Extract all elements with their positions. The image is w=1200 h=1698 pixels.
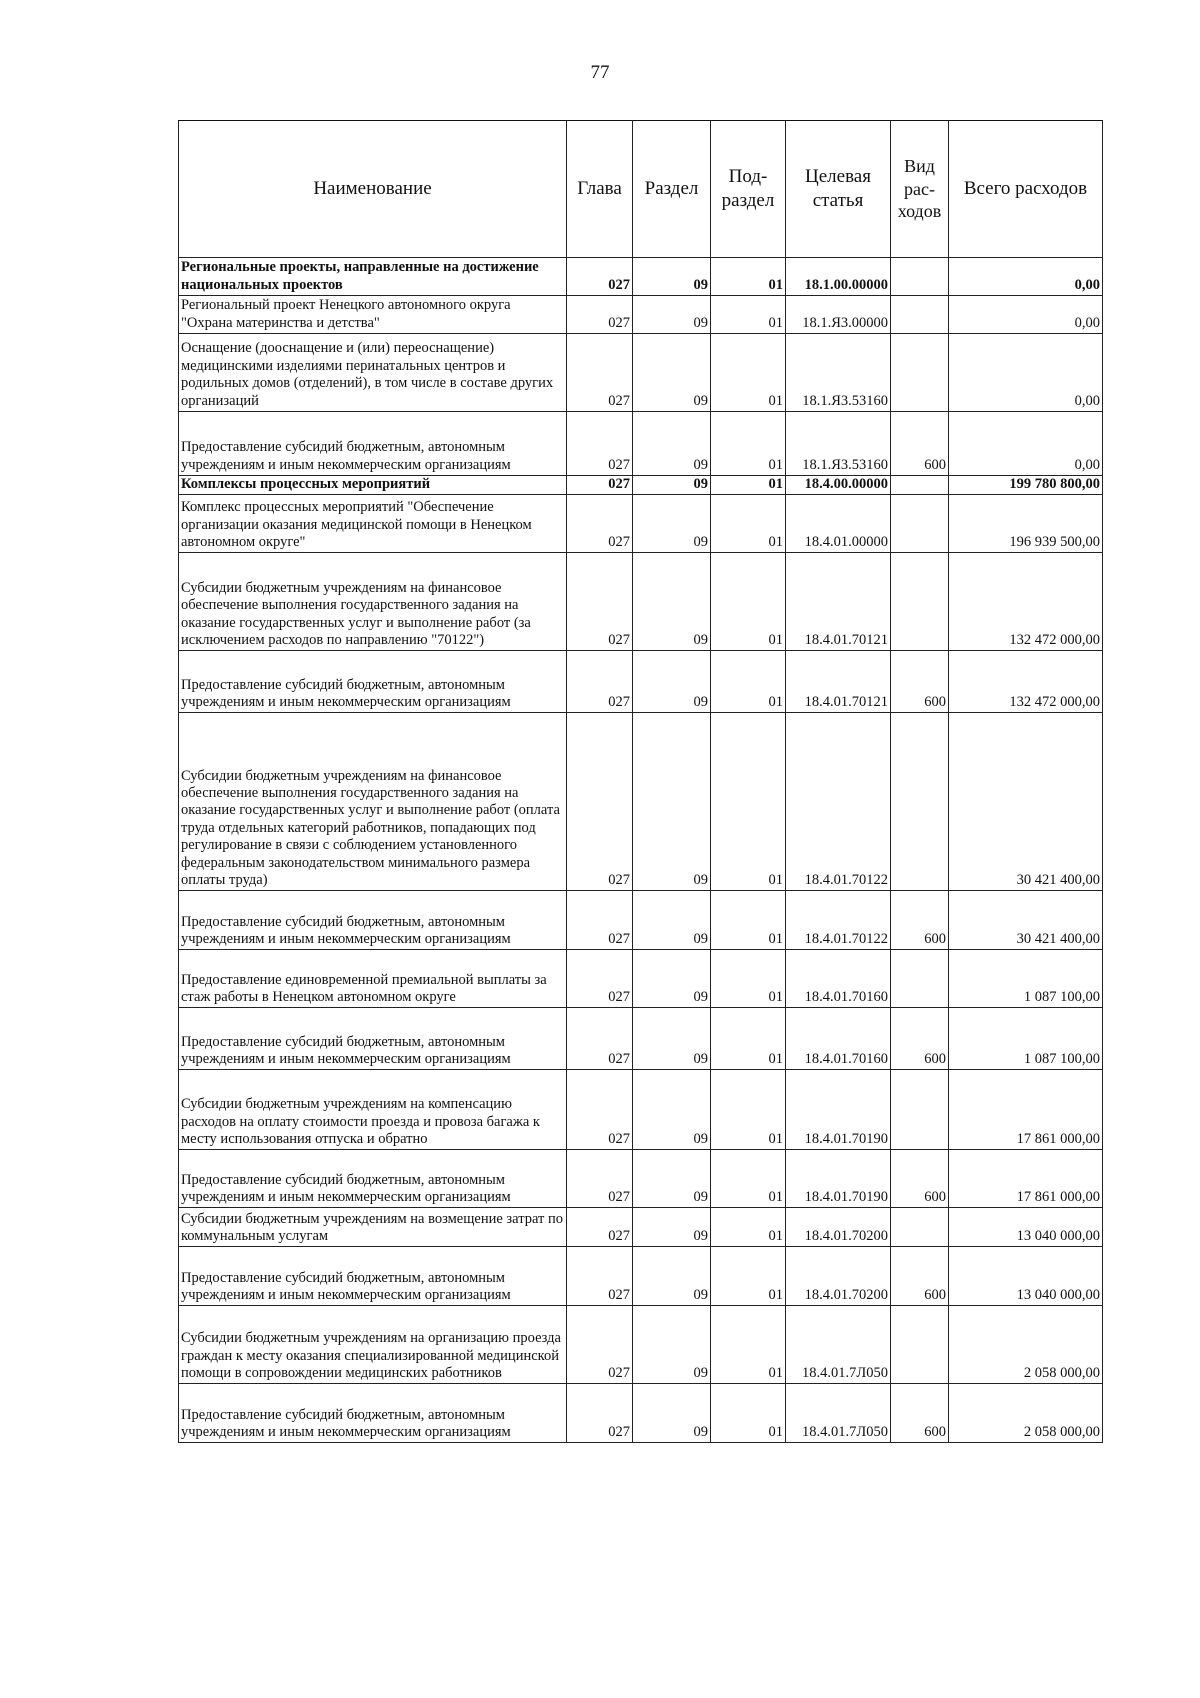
cell-glava: 027 xyxy=(567,495,633,553)
cell-expense-type xyxy=(891,1070,949,1150)
cell-total: 132 472 000,00 xyxy=(949,553,1103,651)
cell-name: Предоставление субсидий бюджетным, автономным учреждениям и иным некоммерческим организациям xyxy=(179,891,567,950)
cell-razdel: 09 xyxy=(633,1384,711,1443)
cell-podrazdel: 01 xyxy=(711,334,786,412)
cell-podrazdel: 01 xyxy=(711,950,786,1008)
cell-target-article: 18.1.Я3.53160 xyxy=(786,334,891,412)
cell-name: Предоставление субсидий бюджетным, автономным учреждениям и иным некоммерческим организациям xyxy=(179,1247,567,1306)
cell-glava: 027 xyxy=(567,412,633,476)
cell-glava: 027 xyxy=(567,1384,633,1443)
cell-target-article: 18.4.01.70200 xyxy=(786,1208,891,1247)
cell-name: Предоставление субсидий бюджетным, автономным учреждениям и иным некоммерческим организациям xyxy=(179,412,567,476)
cell-podrazdel: 01 xyxy=(711,1150,786,1208)
table-row xyxy=(179,1306,1103,1384)
cell-razdel: 09 xyxy=(633,412,711,476)
cell-total: 0,00 xyxy=(949,334,1103,412)
cell-razdel: 09 xyxy=(633,258,711,296)
table-row xyxy=(179,1208,1103,1247)
cell-expense-type: 600 xyxy=(891,651,949,713)
cell-name: Оснащение (дооснащение и (или) переоснащение) медицинскими изделиями перинатальных центров и родильных домов (отделений), в том числе в составе других организаций xyxy=(179,334,567,412)
cell-razdel: 09 xyxy=(633,1008,711,1070)
cell-name: Комплекс процессных мероприятий "Обеспечение организации оказания медицинской помощи в Ненецком автономном округе" xyxy=(179,495,567,553)
cell-total: 199 780 800,00 xyxy=(949,476,1103,495)
cell-target-article: 18.4.01.70200 xyxy=(786,1247,891,1306)
cell-total: 0,00 xyxy=(949,296,1103,334)
table-row xyxy=(179,1008,1103,1070)
cell-glava: 027 xyxy=(567,1208,633,1247)
cell-glava: 027 xyxy=(567,334,633,412)
cell-total: 1 087 100,00 xyxy=(949,950,1103,1008)
table-row xyxy=(179,495,1103,553)
table-body xyxy=(179,258,1103,1443)
cell-target-article: 18.4.01.7Л050 xyxy=(786,1306,891,1384)
cell-target-article: 18.4.01.70121 xyxy=(786,553,891,651)
cell-name: Предоставление субсидий бюджетным, автономным учреждениям и иным некоммерческим организациям xyxy=(179,1008,567,1070)
cell-expense-type xyxy=(891,334,949,412)
cell-razdel: 09 xyxy=(633,1306,711,1384)
cell-podrazdel: 01 xyxy=(711,891,786,950)
cell-expense-type xyxy=(891,495,949,553)
page-number: 77 xyxy=(590,62,610,83)
cell-total: 17 861 000,00 xyxy=(949,1070,1103,1150)
cell-podrazdel: 01 xyxy=(711,1247,786,1306)
cell-podrazdel: 01 xyxy=(711,1208,786,1247)
cell-glava: 027 xyxy=(567,553,633,651)
table-row xyxy=(179,1150,1103,1208)
cell-target-article: 18.4.01.70160 xyxy=(786,1008,891,1070)
cell-glava: 027 xyxy=(567,1070,633,1150)
cell-razdel: 09 xyxy=(633,713,711,891)
cell-target-article: 18.4.01.70122 xyxy=(786,713,891,891)
cell-expense-type xyxy=(891,1306,949,1384)
cell-podrazdel: 01 xyxy=(711,651,786,713)
cell-razdel: 09 xyxy=(633,950,711,1008)
cell-name: Субсидии бюджетным учреждениям на возмещение затрат по коммунальным услугам xyxy=(179,1208,567,1247)
table-header xyxy=(179,121,1103,258)
cell-target-article: 18.4.01.70190 xyxy=(786,1070,891,1150)
table-row xyxy=(179,1247,1103,1306)
cell-expense-type xyxy=(891,476,949,495)
table-row xyxy=(179,651,1103,713)
cell-name: Предоставление субсидий бюджетным, автономным учреждениям и иным некоммерческим организациям xyxy=(179,651,567,713)
cell-glava: 027 xyxy=(567,258,633,296)
cell-glava: 027 xyxy=(567,713,633,891)
cell-glava: 027 xyxy=(567,950,633,1008)
budget-table xyxy=(178,120,1103,1443)
cell-expense-type xyxy=(891,1208,949,1247)
cell-name: Субсидии бюджетным учреждениям на организацию проезда граждан к месту оказания специализированной медицинской помощи в сопровождении медицинских работников xyxy=(179,1306,567,1384)
cell-razdel: 09 xyxy=(633,1070,711,1150)
cell-razdel: 09 xyxy=(633,891,711,950)
cell-target-article: 18.1.Я3.00000 xyxy=(786,296,891,334)
cell-name: Субсидии бюджетным учреждениям на финансовое обеспечение выполнения государственного задания на оказание государственных услуг и выполнение работ (за исключением расходов по направлению "70122") xyxy=(179,553,567,651)
cell-razdel: 09 xyxy=(633,651,711,713)
cell-total: 13 040 000,00 xyxy=(949,1247,1103,1306)
cell-total: 2 058 000,00 xyxy=(949,1384,1103,1443)
cell-razdel: 09 xyxy=(633,334,711,412)
cell-total: 13 040 000,00 xyxy=(949,1208,1103,1247)
table-row xyxy=(179,258,1103,296)
cell-razdel: 09 xyxy=(633,1150,711,1208)
cell-glava: 027 xyxy=(567,1008,633,1070)
cell-name: Субсидии бюджетным учреждениям на финансовое обеспечение выполнения государственного задания на оказание государственных услуг и выполнение работ (оплата труда отдельных категорий работников, попадающих под регулирование в связи с соблюдением установленного федеральным законодательством минимального размера оплаты труда) xyxy=(179,713,567,891)
cell-glava: 027 xyxy=(567,1306,633,1384)
header-glava: Глава xyxy=(567,121,633,258)
cell-target-article: 18.4.01.7Л050 xyxy=(786,1384,891,1443)
cell-target-article: 18.4.01.70121 xyxy=(786,651,891,713)
cell-expense-type xyxy=(891,553,949,651)
cell-podrazdel: 01 xyxy=(711,412,786,476)
table-row xyxy=(179,1384,1103,1443)
cell-podrazdel: 01 xyxy=(711,713,786,891)
cell-glava: 027 xyxy=(567,1150,633,1208)
header-target-article: Целевая статья xyxy=(786,121,891,258)
cell-expense-type: 600 xyxy=(891,412,949,476)
cell-podrazdel: 01 xyxy=(711,495,786,553)
cell-glava: 027 xyxy=(567,296,633,334)
cell-razdel: 09 xyxy=(633,553,711,651)
cell-expense-type: 600 xyxy=(891,1384,949,1443)
cell-expense-type xyxy=(891,258,949,296)
cell-podrazdel: 01 xyxy=(711,1008,786,1070)
cell-target-article: 18.4.01.70160 xyxy=(786,950,891,1008)
table-row xyxy=(179,412,1103,476)
cell-target-article: 18.4.01.70190 xyxy=(786,1150,891,1208)
header-total-expenses: Всего расходов xyxy=(949,121,1103,258)
cell-total: 0,00 xyxy=(949,258,1103,296)
cell-expense-type: 600 xyxy=(891,1247,949,1306)
cell-razdel: 09 xyxy=(633,1208,711,1247)
cell-expense-type xyxy=(891,713,949,891)
cell-name: Региональные проекты, направленные на достижение национальных проектов xyxy=(179,258,567,296)
cell-target-article: 18.4.00.00000 xyxy=(786,476,891,495)
cell-podrazdel: 01 xyxy=(711,1384,786,1443)
cell-podrazdel: 01 xyxy=(711,258,786,296)
cell-name: Предоставление субсидий бюджетным, автономным учреждениям и иным некоммерческим организациям xyxy=(179,1384,567,1443)
cell-name: Субсидии бюджетным учреждениям на компенсацию расходов на оплату стоимости проезда и провоза багажа к месту использования отпуска и обратно xyxy=(179,1070,567,1150)
cell-total: 17 861 000,00 xyxy=(949,1150,1103,1208)
table-row xyxy=(179,950,1103,1008)
cell-razdel: 09 xyxy=(633,476,711,495)
cell-glava: 027 xyxy=(567,651,633,713)
cell-expense-type: 600 xyxy=(891,1150,949,1208)
cell-podrazdel: 01 xyxy=(711,476,786,495)
cell-podrazdel: 01 xyxy=(711,553,786,651)
cell-expense-type: 600 xyxy=(891,891,949,950)
cell-razdel: 09 xyxy=(633,1247,711,1306)
cell-podrazdel: 01 xyxy=(711,296,786,334)
header-podrazdel: Под- раздел xyxy=(711,121,786,258)
cell-razdel: 09 xyxy=(633,495,711,553)
cell-name: Предоставление единовременной премиальной выплаты за стаж работы в Ненецком автономном округе xyxy=(179,950,567,1008)
cell-total: 30 421 400,00 xyxy=(949,891,1103,950)
table-row xyxy=(179,334,1103,412)
cell-name: Комплексы процессных мероприятий xyxy=(179,476,567,495)
header-expense-type: Вид рас- ходов xyxy=(891,121,949,258)
cell-expense-type: 600 xyxy=(891,1008,949,1070)
cell-target-article: 18.4.01.00000 xyxy=(786,495,891,553)
cell-razdel: 09 xyxy=(633,296,711,334)
table-row xyxy=(179,713,1103,891)
cell-expense-type xyxy=(891,296,949,334)
cell-glava: 027 xyxy=(567,1247,633,1306)
cell-target-article: 18.1.Я3.53160 xyxy=(786,412,891,476)
cell-name: Предоставление субсидий бюджетным, автономным учреждениям и иным некоммерческим организациям xyxy=(179,1150,567,1208)
cell-total: 1 087 100,00 xyxy=(949,1008,1103,1070)
cell-target-article: 18.1.00.00000 xyxy=(786,258,891,296)
cell-glava: 027 xyxy=(567,891,633,950)
cell-total: 30 421 400,00 xyxy=(949,713,1103,891)
table-row xyxy=(179,553,1103,651)
table-row xyxy=(179,476,1103,495)
cell-name: Региональный проект Ненецкого автономного округа "Охрана материнства и детства" xyxy=(179,296,567,334)
table-row xyxy=(179,891,1103,950)
cell-total: 2 058 000,00 xyxy=(949,1306,1103,1384)
cell-expense-type xyxy=(891,950,949,1008)
header-name: Наименование xyxy=(179,121,567,258)
cell-total: 132 472 000,00 xyxy=(949,651,1103,713)
table-row xyxy=(179,296,1103,334)
cell-glava: 027 xyxy=(567,476,633,495)
cell-target-article: 18.4.01.70122 xyxy=(786,891,891,950)
table-row xyxy=(179,1070,1103,1150)
header-razdel: Раздел xyxy=(633,121,711,258)
cell-podrazdel: 01 xyxy=(711,1070,786,1150)
cell-total: 196 939 500,00 xyxy=(949,495,1103,553)
cell-podrazdel: 01 xyxy=(711,1306,786,1384)
cell-total: 0,00 xyxy=(949,412,1103,476)
